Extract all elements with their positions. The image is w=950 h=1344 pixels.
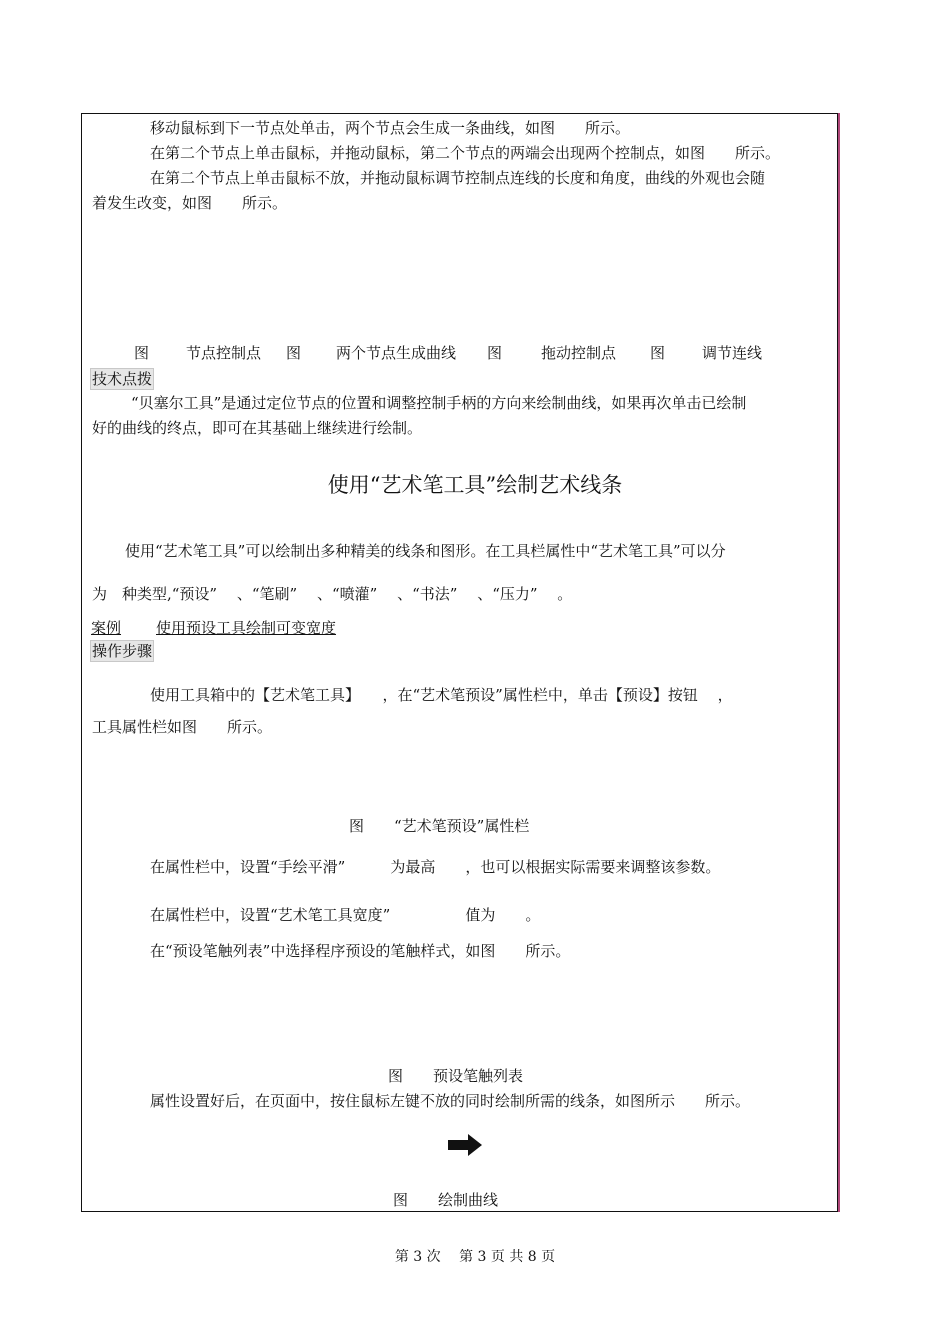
section-title: 使用“艺术笔工具”绘制艺术线条 (327, 473, 623, 497)
caption-fig-label-4: 图 (650, 344, 666, 362)
tip-line-1: “贝塞尔工具”是通过定位节点的位置和调整控制手柄的方向来绘制曲线，如果再次单击已绘制 (131, 394, 747, 412)
caption-drag-control: 拖动控制点 (541, 344, 617, 362)
paragraph-3-line-1: 在第二个节点上单击鼠标不放，并拖动鼠标调节控制点连线的长度和角度，曲线的外观也会随 (150, 169, 766, 187)
caption-fig-label-2: 图 (286, 344, 302, 362)
caption-adjust-line: 调节连线 (702, 344, 763, 362)
frame-accent-line (838, 113, 840, 1212)
caption-presets: 图 预设笔触列表 (388, 1067, 524, 1085)
steps-label: 操作步骤 (92, 642, 153, 660)
caption-fig-label-1: 图 (134, 344, 150, 362)
caption-toolbar: 图 “艺术笔预设”属性栏 (349, 817, 530, 835)
right-arrow-icon (448, 1134, 482, 1156)
tip-line-2: 好的曲线的终点，即可在其基础上继续进行绘制。 (92, 419, 423, 437)
case-title: 使用预设工具绘制可变宽度 (156, 619, 337, 637)
intro-line-1: 使用“艺术笔工具”可以绘制出多种精美的线条和图形。在工具栏属性中“艺术笔工具”可以分 (125, 542, 726, 560)
page-frame (81, 113, 838, 1212)
step-5: 属性设置好后，在页面中，按住鼠标左键不放的同时绘制所需的线条，如图所示 所示。 (150, 1092, 751, 1110)
case-label: 案例 (91, 619, 122, 637)
paragraph-2: 在第二个节点上单击鼠标，并拖动鼠标，第二个节点的两端会出现两个控制点，如图 所示。 (150, 144, 781, 162)
step-1-line-2: 工具属性栏如图 所示。 (92, 718, 273, 736)
caption-draw-curve: 图 绘制曲线 (393, 1191, 499, 1209)
step-2: 在属性栏中，设置“手绘平滑” 为最高 ，也可以根据实际需要来调整该参数。 (150, 858, 721, 876)
caption-two-nodes-curve: 两个节点生成曲线 (336, 344, 457, 362)
caption-node-control: 节点控制点 (186, 344, 262, 362)
step-4: 在“预设笔触列表”中选择程序预设的笔触样式，如图 所示。 (150, 942, 571, 960)
paragraph-1: 移动鼠标到下一节点处单击，两个节点会生成一条曲线，如图 所示。 (150, 119, 631, 137)
intro-line-2: 为 种类型,“预设” 、“笔刷” 、“喷灌” 、“书法” 、“压力” 。 (92, 585, 573, 603)
step-1-line-1: 使用工具箱中的【艺术笔工具】 ，在“艺术笔预设”属性栏中，单击【预设】按钮 ， (150, 686, 733, 704)
caption-fig-label-3: 图 (487, 344, 503, 362)
tip-label: 技术点拨 (92, 370, 153, 388)
paragraph-3-line-2: 着发生改变，如图 所示。 (92, 194, 288, 212)
step-3: 在属性栏中，设置“艺术笔工具宽度” 值为 。 (150, 906, 541, 924)
page-footer: 第 3 次 第 3 页 共 8 页 (394, 1249, 556, 1265)
